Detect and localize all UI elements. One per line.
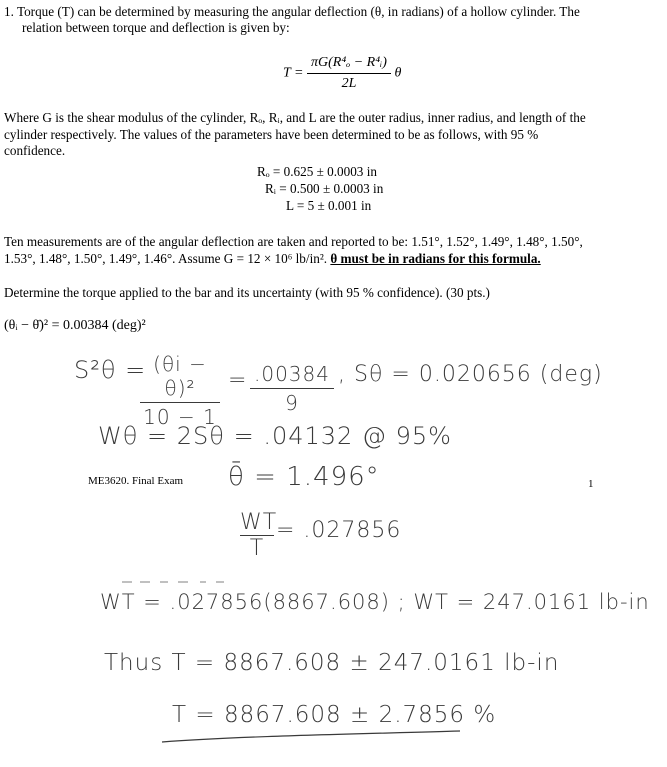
formula-numerator: πG(R⁴ₒ − R⁴ᵢ) <box>307 55 391 74</box>
torque-formula <box>283 55 401 92</box>
hw-uncertainty-theta: Wθ = 2Sθ = .04132 @ 95% <box>98 422 452 450</box>
param-inner-radius: Rᵢ = 0.500 ± 0.0003 in <box>265 181 384 196</box>
hw-final-underline <box>160 728 470 748</box>
hw-wt-denominator: T <box>249 536 265 561</box>
where-paragraph <box>4 110 664 160</box>
footer-exam-label: ME3620. Final Exam <box>88 475 184 487</box>
param-outer-radius: Rₒ = 0.625 ± 0.0003 in <box>257 164 377 179</box>
param-length: L = 5 ± 0.001 in <box>286 198 372 213</box>
hw-theta-mean: θ̄ = 1.496° <box>228 462 380 492</box>
variance-sum: (θᵢ − θ̄)² = 0.00384 (deg)² <box>4 318 146 333</box>
measurements-paragraph <box>4 234 664 267</box>
meas-line-1: Ten measurements are of the angular deflection are taken and reported to be: 1.51°, 1.52°, 1.49°, 1.48°, 1.50°, <box>4 234 583 249</box>
intro-line-1: Torque (T) can be determined by measuring the angular deflection (θ, in radians) of a hollow cylinder. The <box>16 4 580 19</box>
formula-lhs: T = <box>283 65 304 81</box>
meas-line-2 <box>4 251 664 268</box>
hw-relative-uncertainty-fraction <box>240 510 278 561</box>
radians-note: θ must be in radians for this formula. <box>330 250 541 266</box>
formula-rhs: θ <box>394 65 402 81</box>
hw-torque-result: Thus T = 8867.608 ± 247.0161 lb-in <box>104 650 560 676</box>
hw-wt-numerator: WT <box>240 510 278 535</box>
where-line-2: cylinder respectively. The values of the parameters have been determined to be as follows, with 95 % <box>4 126 539 142</box>
hw-equals: = <box>228 368 248 393</box>
hw-variance-denominator: 10 − 1 <box>143 405 217 429</box>
determine-question: Determine the torque applied to the bar and its uncertainty (with 95 % confidence). (30 pts.) <box>4 285 490 300</box>
problem-header <box>4 4 664 21</box>
where-line-1: Where G is the shear modulus of the cylinder, Rₒ, Rᵢ, and L are the outer radius, inner radius, and length of the <box>4 110 586 125</box>
where-line-3: confidence. <box>4 143 66 158</box>
hw-relative-uncertainty-value: = .027856 <box>276 518 402 543</box>
intro-line-2: relation between torque and deflection is given by: <box>22 20 290 35</box>
hw-variance-value <box>250 362 334 415</box>
problem-number: 1. <box>4 4 14 19</box>
hw-variance-value-denominator: 9 <box>285 391 299 415</box>
hw-variance-lhs: S²θ = <box>74 356 147 384</box>
formula-denominator: 2L <box>341 76 357 91</box>
hw-variance-fraction <box>140 352 220 429</box>
hw-variance-value-numerator: .00384 <box>250 362 334 389</box>
hw-scribble <box>120 576 240 586</box>
meas-line-2-plain: 1.53°, 1.48°, 1.50°, 1.49°, 1.46°. Assume G = 12 × 10⁶ lb/in². <box>4 250 331 266</box>
hw-variance-numerator: (θi − θ)² <box>140 352 220 403</box>
hw-torque-percent: T = 8867.608 ± 2.7856 % <box>172 702 497 728</box>
hw-std-dev: , Sθ = 0.020656 (deg) <box>338 362 603 387</box>
formula-fraction <box>307 55 391 92</box>
footer-page-number: 1 <box>588 478 594 490</box>
hw-torque-uncertainty: WT = .027856(8867.608) ; WT = 247.0161 lb-in <box>100 590 650 614</box>
